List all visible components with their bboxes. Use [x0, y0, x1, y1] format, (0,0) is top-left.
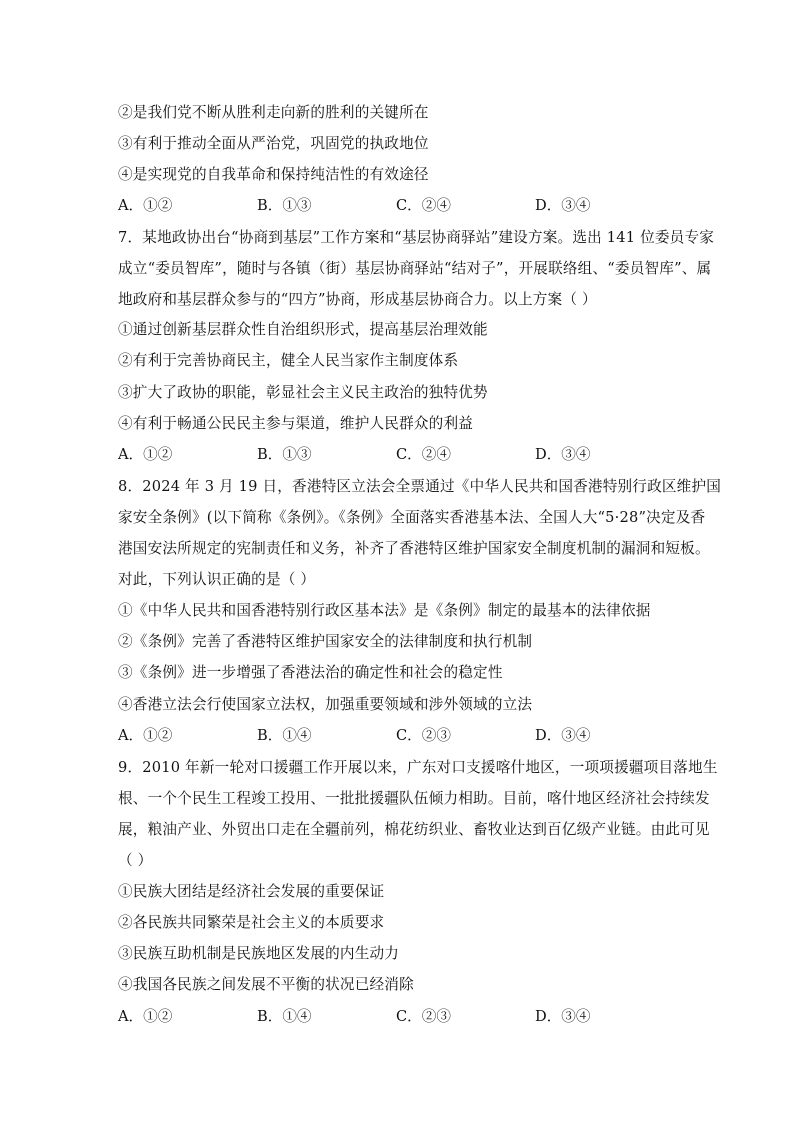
q9-option-4: ④我国各民族之间发展不平衡的状况已经消除 — [118, 976, 414, 993]
q8-choice-a[interactable]: A．①② — [118, 727, 173, 744]
q9-stem-line-4: （ ） — [118, 852, 153, 869]
q7-option-4: ④有利于畅通公民民主参与渠道，维护人民群众的利益 — [118, 415, 474, 432]
q8-choice-c[interactable]: C．②③ — [396, 727, 451, 744]
q7-choices — [118, 445, 678, 465]
q7-option-1: ①通过创新基层群众性自治组织形式，提高基层治理效能 — [118, 321, 488, 338]
lead-option-4: ④是实现党的自我革命和保持纯洁性的有效途径 — [118, 166, 429, 183]
q7-choice-b[interactable]: B．①③ — [257, 446, 312, 463]
q9-stem-line-2: 根、一个个民生工程竣工投用、一批批援疆队伍倾力相助。目前，喀什地区经济社会持续发 — [118, 790, 710, 807]
q9-option-2: ②各民族共同繁荣是社会主义的本质要求 — [118, 914, 385, 931]
q8-option-3: ③《条例》进一步增强了香港法治的确定性和社会的稳定性 — [118, 664, 503, 681]
q8-choice-b[interactable]: B．①④ — [257, 727, 312, 744]
lead-option-3: ③有利于推动全面从严治党，巩固党的执政地位 — [118, 135, 429, 152]
q9-option-3: ③民族互助机制是民族地区发展的内生动力 — [118, 945, 400, 962]
q7-stem-line-1: 7．某地政协出台“协商到基层”工作方案和“基层协商驿站”建设方案。选出 141 位委员专家 — [118, 229, 715, 246]
q8-choices — [118, 726, 678, 746]
q8-stem-line-4: 对此，下列认识正确的是（ ） — [118, 571, 316, 588]
q7-choice-d[interactable]: D．③④ — [535, 446, 591, 463]
choice-b[interactable]: B．①③ — [257, 197, 312, 214]
q7-choice-a[interactable]: A．①② — [118, 446, 173, 463]
q8-option-2: ②《条例》完善了香港特区维护国家安全的法律制度和执行机制 — [118, 633, 533, 650]
q9-stem-line-1: 9．2010 年新一轮对口援疆工作开展以来，广东对口支援喀什地区，一项项援疆项目落地生 — [118, 759, 718, 776]
q9-choice-b[interactable]: B．①④ — [257, 1008, 312, 1025]
choice-d[interactable]: D．③④ — [535, 197, 591, 214]
q7-stem-line-2: 成立“委员智库”，随时与各镇（街）基层协商驿站“结对子”，开展联络组、“委员智库”、属 — [118, 260, 712, 277]
choice-a[interactable]: A．①② — [118, 197, 173, 214]
q8-stem-line-1: 8．2024 年 3 月 19 日，香港特区立法会全票通过《中华人民共和国香港特别行政区维护国 — [118, 478, 722, 495]
q8-option-4: ④香港立法会行使国家立法权，加强重要领域和涉外领域的立法 — [118, 696, 533, 713]
q7-choice-c[interactable]: C．②④ — [396, 446, 451, 463]
q7-option-2: ②有利于完善协商民主，健全人民当家作主制度体系 — [118, 352, 459, 369]
q8-choice-d[interactable]: D．③④ — [535, 727, 591, 744]
lead-choices — [118, 196, 678, 216]
q9-choices — [118, 1007, 678, 1027]
q9-choice-d[interactable]: D．③④ — [535, 1008, 591, 1025]
q8-stem-line-3: 港国安法所规定的宪制责任和义务，补齐了香港特区维护国家安全制度机制的漏洞和短板。 — [118, 540, 710, 557]
q7-stem-line-3: 地政府和基层群众参与的“四方”协商，形成基层协商合力。以上方案（ ） — [118, 291, 597, 308]
q7-option-3: ③扩大了政协的职能，彰显社会主义民主政治的独特优势 — [118, 384, 488, 401]
q9-choice-c[interactable]: C．②③ — [396, 1008, 451, 1025]
choice-c[interactable]: C．②④ — [396, 197, 451, 214]
lead-option-2: ②是我们党不断从胜利走向新的胜利的关键所在 — [118, 104, 429, 121]
q9-option-1: ①民族大团结是经济社会发展的重要保证 — [118, 883, 385, 900]
q8-stem-line-2: 家安全条例》(以下简称《条例》。《条例》全面落实香港基本法、全国人大“5·28”决定及香 — [118, 509, 706, 526]
q9-stem-line-3: 展，粮油产业、外贸出口走在全疆前列，棉花纺织业、畜牧业达到百亿级产业链。由此可见 — [118, 821, 710, 838]
q8-option-1: ①《中华人民共和国香港特别行政区基本法》是《条例》制定的最基本的法律依据 — [118, 602, 651, 619]
q9-choice-a[interactable]: A．①② — [118, 1008, 173, 1025]
